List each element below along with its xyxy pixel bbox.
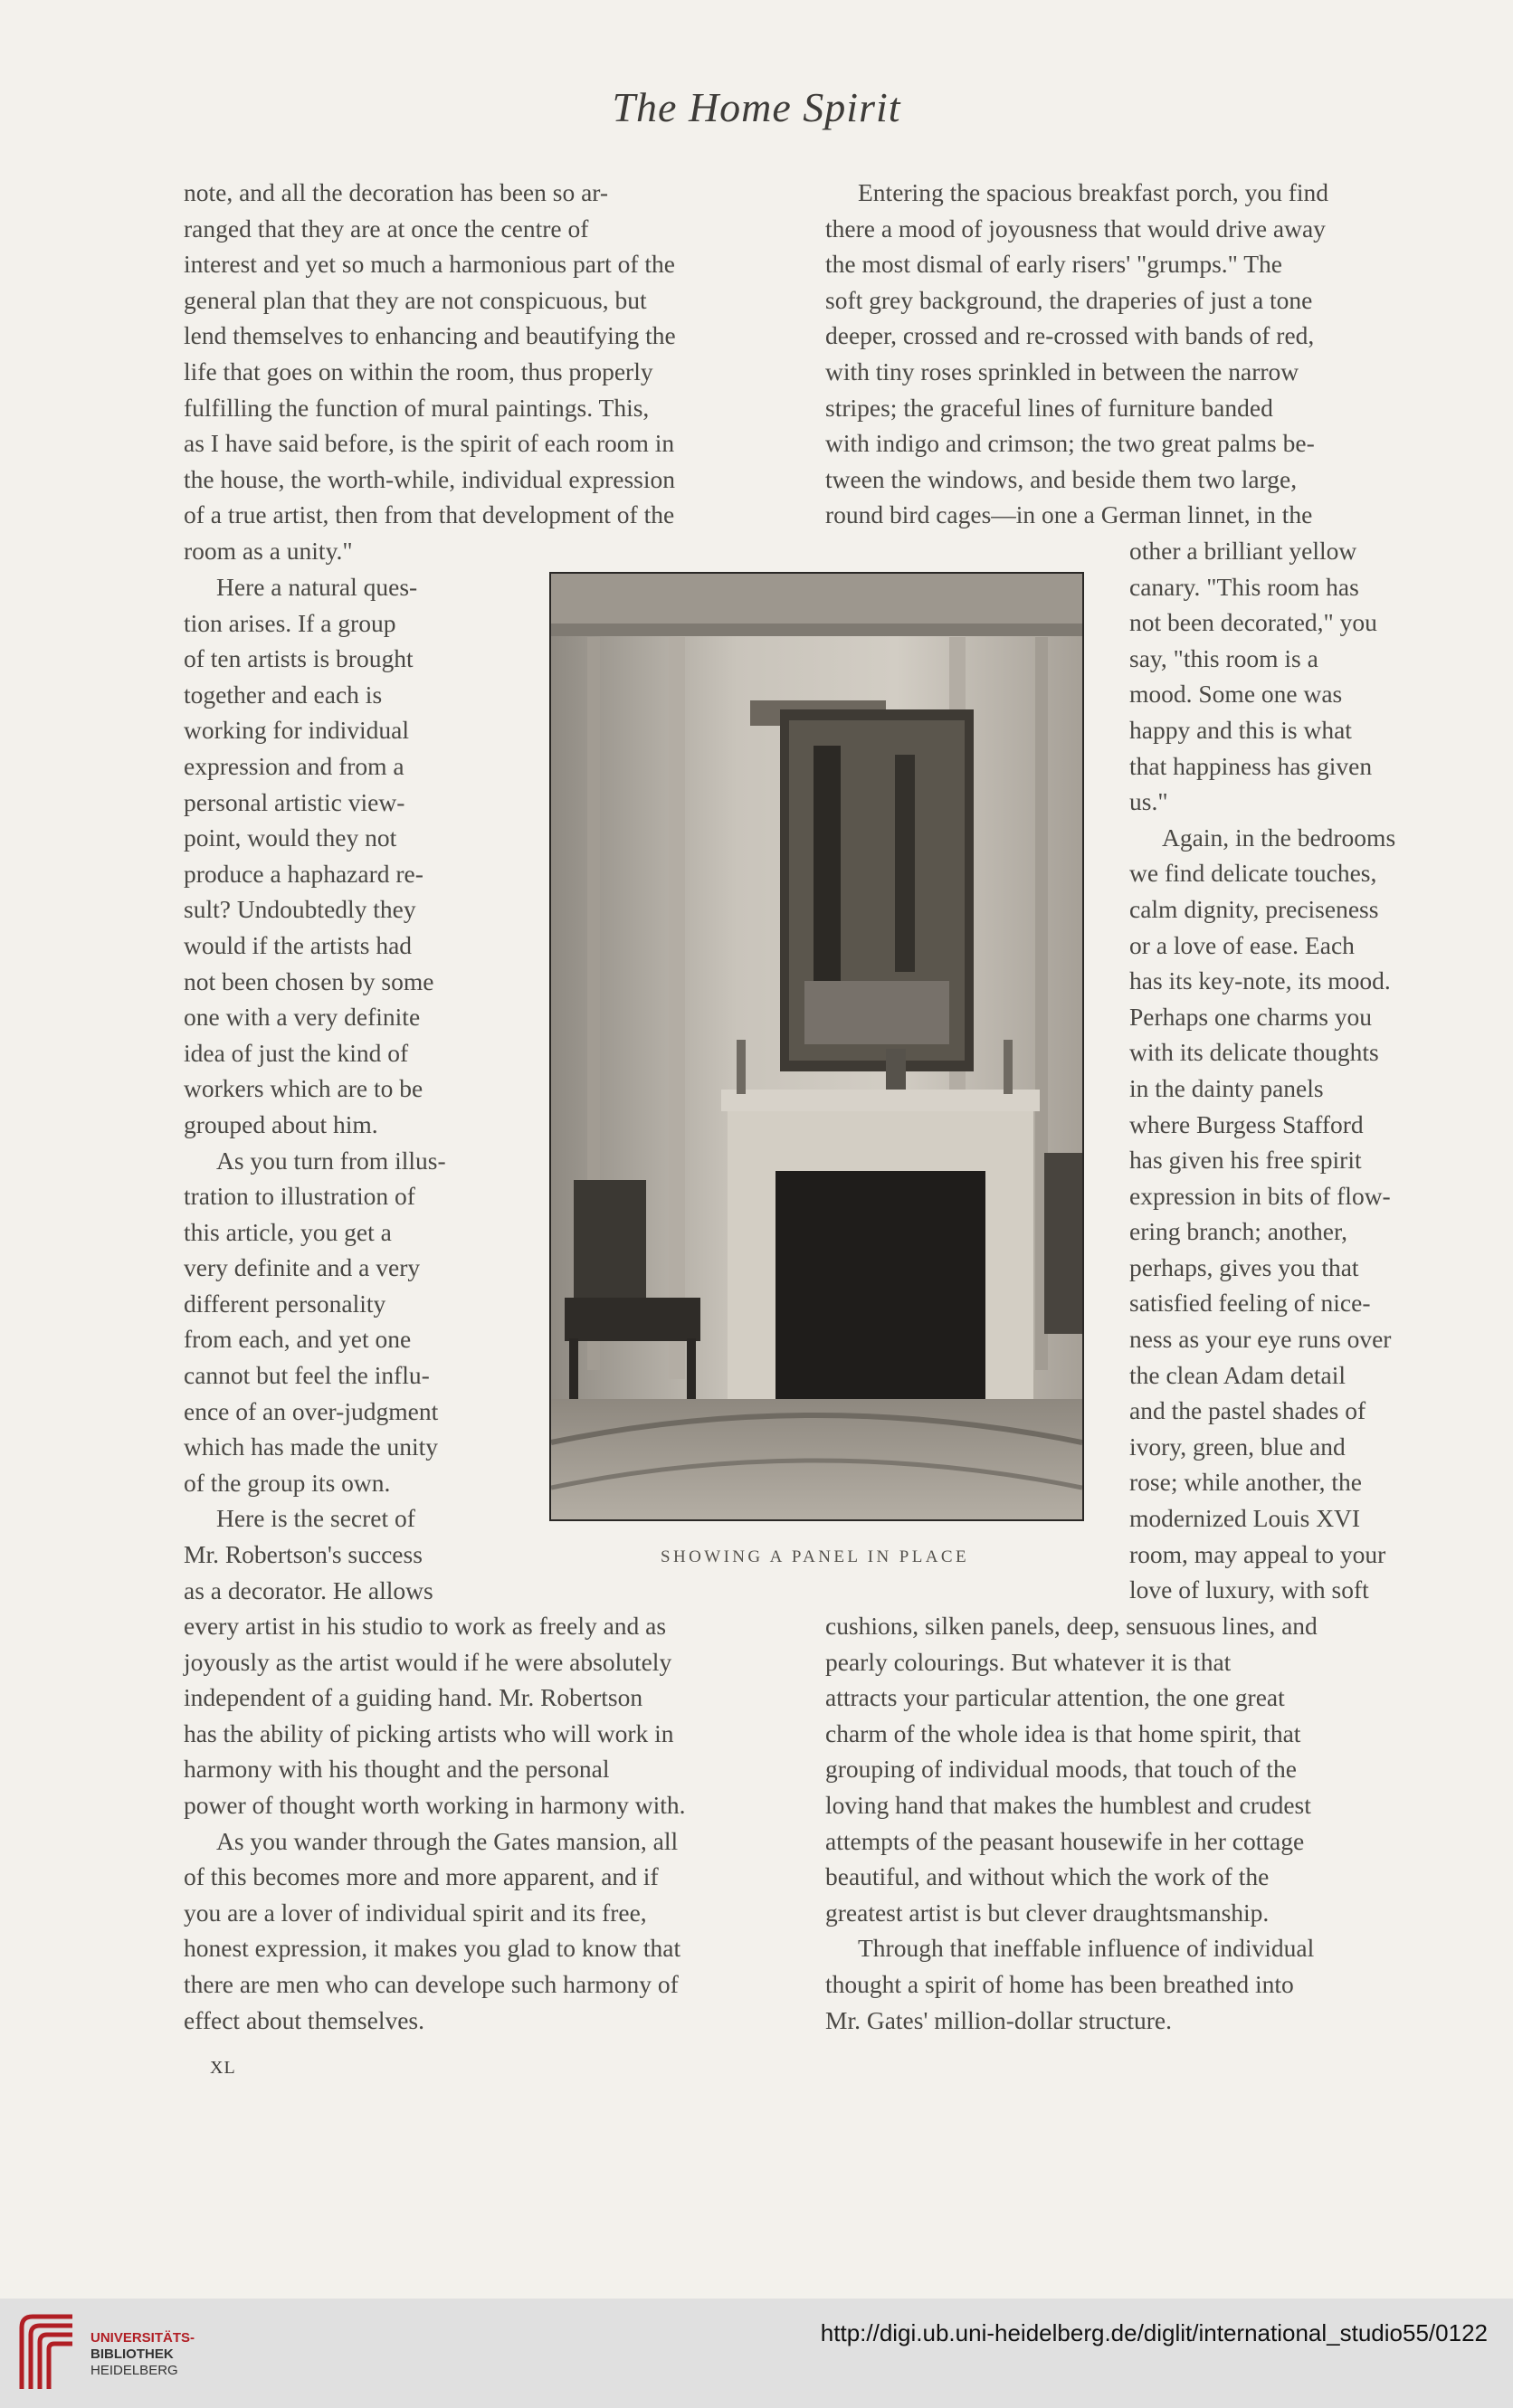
library-name-line-2: BIBLIOTHEK [90, 2346, 174, 2362]
text-line: together and each is [184, 680, 383, 709]
fireplace-panel-illustration [551, 574, 1082, 1519]
text-line: happy and this is what [1129, 715, 1352, 744]
text-line: grouping of individual moods, that touch of the [825, 1755, 1297, 1784]
text-line: of this becomes more and more apparent, and if [184, 1862, 659, 1891]
university-library-logo-icon [14, 2309, 80, 2394]
text-line: ivory, green, blue and [1129, 1432, 1346, 1461]
text-line: cannot but feel the influ- [184, 1361, 430, 1390]
text-line: that happiness has given [1129, 751, 1373, 780]
digitization-footer [0, 2299, 1513, 2408]
text-line: honest expression, it makes you glad to know that [184, 1934, 681, 1963]
text-line: of ten artists is brought [184, 644, 414, 673]
library-name-line-3: HEIDELBERG [90, 2363, 178, 2378]
text-line: Perhaps one charms you [1129, 1002, 1373, 1031]
text-line: not been decorated," you [1129, 608, 1377, 637]
text-line: perhaps, gives you that [1129, 1252, 1359, 1281]
text-line: effect about themselves. [184, 2005, 424, 2034]
text-line: independent of a guiding hand. Mr. Robertson [184, 1683, 643, 1712]
text-line: power of thought worth working in harmony with. [184, 1790, 686, 1819]
text-line: point, would they not [184, 823, 397, 852]
left-column-bottom [184, 1608, 796, 2038]
text-line: with its delicate thoughts [1129, 1038, 1379, 1067]
text-line: very definite and a very [184, 1253, 421, 1282]
text-line: idea of just the kind of [184, 1038, 409, 1067]
text-line: different personality [184, 1289, 386, 1318]
text-line: attempts of the peasant housewife in her cottage [825, 1826, 1305, 1855]
text-line: canary. "This room has [1129, 572, 1359, 601]
text-line: stripes; the graceful lines of furniture banded [825, 393, 1273, 422]
text-line: fulfilling the function of mural paintings. This, [184, 393, 650, 422]
text-line: there are men who can develope such harmony of [184, 1969, 679, 1998]
text-line: modernized Louis XVI [1129, 1504, 1361, 1533]
text-line: Through that ineffable influence of individual [858, 1934, 1315, 1963]
text-line: where Burgess Stafford [1129, 1109, 1364, 1138]
text-line: expression and from a [184, 751, 404, 780]
text-line: workers which are to be [184, 1074, 423, 1103]
text-line: As you wander through the Gates mansion, all [216, 1826, 679, 1855]
text-line: which has made the unity [184, 1432, 439, 1461]
text-line: this article, you get a [184, 1217, 392, 1246]
text-line: every artist in his studio to work as freely and as [184, 1612, 667, 1640]
text-line: one with a very definite [184, 1003, 421, 1032]
text-line: thought a spirit of home has been breathed into [825, 1969, 1294, 1998]
text-line: ering branch; another, [1129, 1217, 1347, 1246]
text-line: general plan that they are not conspicuous, but [184, 285, 647, 314]
left-column-wrap [184, 569, 537, 1608]
text-line: As you turn from illus- [216, 1146, 446, 1175]
text-line: us." [1129, 787, 1168, 816]
text-line: working for individual [184, 716, 409, 745]
text-line: as a decorator. He allows [184, 1575, 433, 1604]
text-line: ranged that they are at once the centre of [184, 214, 589, 243]
text-line: sult? Undoubtedly they [184, 895, 416, 924]
right-column-bottom [825, 1608, 1439, 2038]
text-line: there a mood of joyousness that would drive away [825, 214, 1326, 243]
text-line: tion arises. If a group [184, 608, 396, 637]
text-line: note, and all the decoration has been so ar- [184, 178, 609, 206]
text-line: room, may appeal to your [1129, 1539, 1386, 1568]
left-column-top [184, 175, 796, 569]
text-line: harmony with his thought and the personal [184, 1755, 610, 1784]
text-line: or a love of ease. Each [1129, 930, 1355, 959]
text-line: Mr. Robertson's success [184, 1540, 423, 1569]
library-name-line-1: UNIVERSITÄTS- [90, 2330, 195, 2346]
text-line: joyously as the artist would if he were absolutely [184, 1647, 672, 1676]
text-line: Entering the spacious breakfast porch, you find [858, 178, 1329, 206]
text-line: Here is the secret of [216, 1504, 415, 1533]
text-line: as I have said before, is the spirit of each room in [184, 429, 675, 458]
text-line: interest and yet so much a harmonious part of the [184, 250, 675, 279]
text-line: has given his free spirit [1129, 1146, 1362, 1175]
text-line: with tiny roses sprinkled in between the narrow [825, 357, 1299, 385]
text-line: deeper, crossed and re-crossed with bands of red, [825, 321, 1315, 350]
text-line: from each, and yet one [184, 1325, 412, 1354]
text-line: the clean Adam detail [1129, 1360, 1346, 1389]
text-line: we find delicate touches, [1129, 859, 1377, 888]
text-line: attracts your particular attention, the one great [825, 1683, 1285, 1712]
text-line: tween the windows, and beside them two large, [825, 464, 1298, 493]
text-line: in the dainty panels [1129, 1073, 1324, 1102]
text-line: soft grey background, the draperies of just a tone [825, 285, 1313, 314]
text-line: lend themselves to enhancing and beautifying the [184, 321, 676, 350]
photo-caption: SHOWING A PANEL IN PLACE [661, 1547, 969, 1566]
text-line: of a true artist, then from that development of the [184, 500, 675, 529]
text-line: loving hand that makes the humblest and crudest [825, 1790, 1311, 1819]
text-line: grouped about him. [184, 1109, 378, 1138]
text-line: with indigo and crimson; the two great palms be- [825, 429, 1315, 458]
text-line: tration to illustration of [184, 1182, 415, 1211]
text-line: Here a natural ques- [216, 573, 418, 601]
text-line: pearly colourings. But whatever it is that [825, 1647, 1232, 1676]
text-line: beautiful, and without which the work of the [825, 1862, 1270, 1891]
page-folio: XL [210, 2058, 236, 2078]
text-line: and the pastel shades of [1129, 1396, 1366, 1425]
text-line: Again, in the bedrooms [1162, 823, 1396, 852]
text-line: say, "this room is a [1129, 643, 1318, 672]
text-line: of the group its own. [184, 1468, 391, 1497]
text-line: ness as your eye runs over [1129, 1325, 1392, 1354]
text-line: charm of the whole idea is that home spirit, that [825, 1718, 1301, 1747]
text-line: has the ability of picking artists who will work in [184, 1718, 674, 1747]
right-column-wrap [1129, 533, 1439, 1608]
text-line: life that goes on within the room, thus properly [184, 357, 653, 385]
text-line: love of luxury, with soft [1129, 1575, 1369, 1604]
text-line: the house, the worth-while, individual expression [184, 464, 676, 493]
text-line: would if the artists had [184, 930, 413, 959]
text-line: expression in bits of flow- [1129, 1181, 1391, 1210]
text-line: not been chosen by some [184, 966, 434, 995]
text-line: rose; while another, the [1129, 1468, 1363, 1497]
text-line: has its key-note, its mood. [1129, 966, 1391, 995]
text-line: other a brilliant yellow [1129, 537, 1357, 565]
text-line: satisfied feeling of nice- [1129, 1289, 1371, 1318]
text-line: produce a haphazard re- [184, 859, 423, 888]
text-line: calm dignity, preciseness [1129, 894, 1379, 923]
text-line: room as a unity." [184, 536, 353, 565]
text-line: round bird cages—in one a German linnet, in the [825, 500, 1313, 529]
text-line: Mr. Gates' million-dollar structure. [825, 2005, 1172, 2034]
text-line: personal artistic view- [184, 787, 405, 816]
text-line: greatest artist is but clever draughtsmanship. [825, 1898, 1270, 1927]
fireplace-photograph [549, 572, 1084, 1521]
library-name [90, 2330, 195, 2379]
right-column-top [825, 175, 1439, 533]
text-line: you are a lover of individual spirit and its free, [184, 1898, 647, 1927]
running-title: The Home Spirit [612, 84, 901, 130]
source-url-link[interactable]: http://digi.ub.uni-heidelberg.de/diglit/international_studio55/0122 [820, 2319, 1488, 2346]
text-line: cushions, silken panels, deep, sensuous lines, and [825, 1612, 1318, 1640]
text-line: mood. Some one was [1129, 680, 1343, 709]
text-line: ence of an over-judgment [184, 1396, 439, 1425]
text-line: the most dismal of early risers' "grumps." The [825, 250, 1283, 279]
